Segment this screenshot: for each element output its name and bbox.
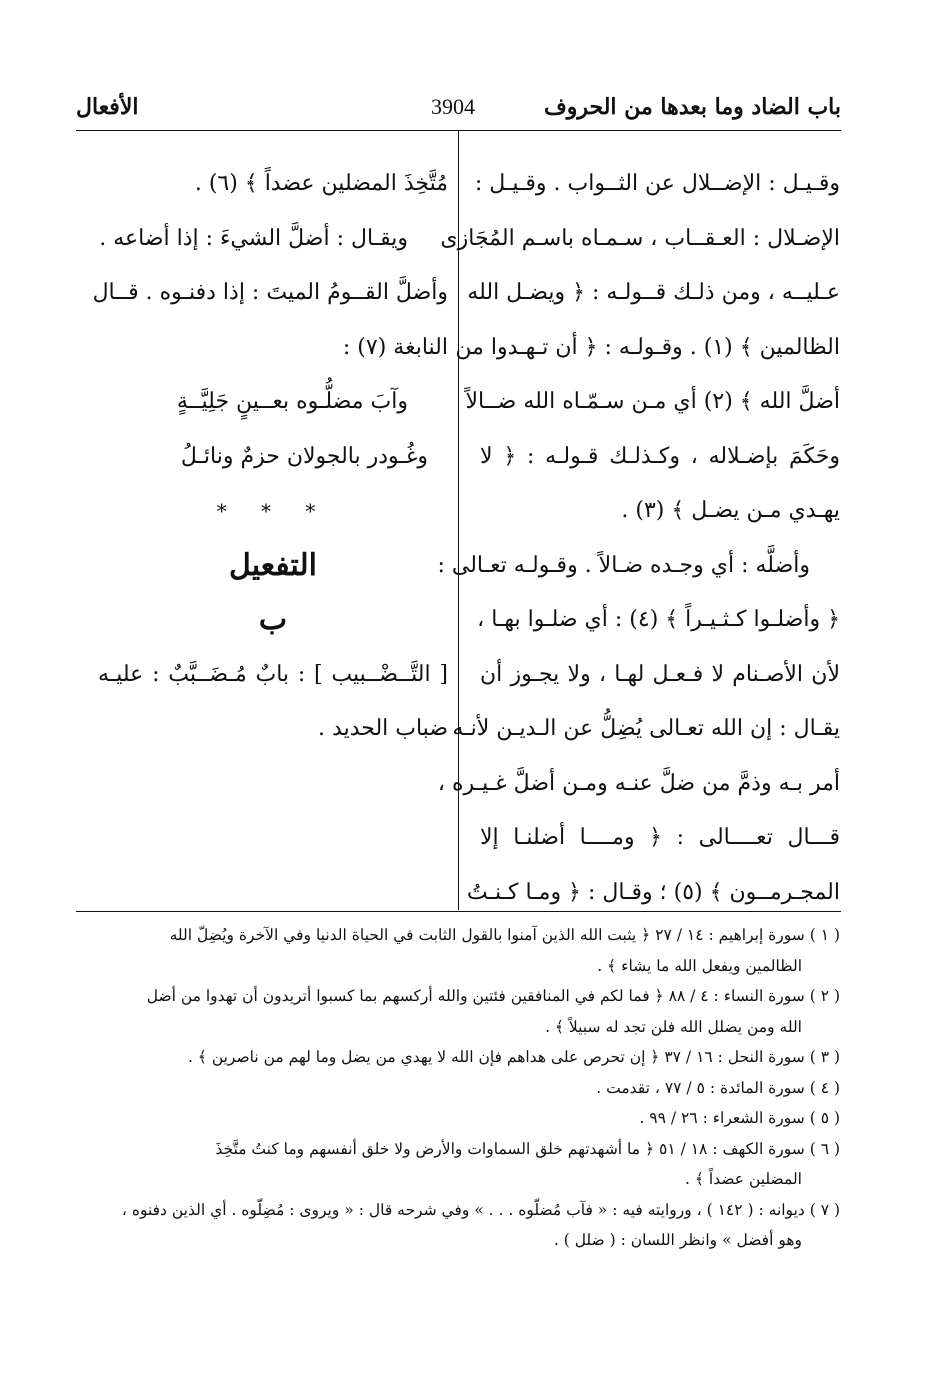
text-line: عـليــه ، ومن ذلـك قــولـه : ﴿ ويضـل الله — [467, 280, 840, 305]
left-column — [92, 158, 448, 758]
text-line: النابغة (٧) : — [342, 334, 448, 360]
text-line: الظالمين ﴾ (١) . وقـولـه : ﴿ أن تـهـدوا من — [455, 334, 840, 360]
text-line: أمر بـه وذمَّ من ضلَّ عنـه ومـن أضلَّ غـيـره ، — [437, 770, 840, 796]
text-line: لأن الأصـنام لا فـعـل لهـا ، ولا يجـوز أن — [480, 661, 840, 687]
poem-verse: وغُـودر بالجولان حزمٌ ونائـلُ — [180, 443, 428, 469]
text-line: يهـدي مـن يضـل ﴾ (٣) . — [621, 498, 840, 523]
footnote-line: ( ٧ ) ديوانه : ( ١٤٢ ) ، وروايته فيه : « فآب مُضلّوه . . . » وفي شرحه قال : « ويروى : مُضِلّوه . أي الذين دفنوه ، — [121, 1200, 840, 1219]
page-number: 3904 — [431, 94, 475, 119]
footnote-line: ( ٢ ) سورة النساء : ٤ / ٨٨ ﴿ فما لكم في المنافقين فئتين والله أركسهم بما كسبوا أتريدون أن تهدوا من أضل — [146, 987, 840, 1005]
footnote-line: ( ١ ) سورة إبراهيم : ١٤ / ٢٧ ﴿ يثبت الله الذين آمنوا بالقول الثابت في الحياة الدنيا وفي الآخرة ويُضِلّ الله — [169, 926, 840, 944]
footnote-line: الله ومن يضلل الله فلن تجد له سبيلاً ﴾ . — [545, 1017, 802, 1036]
text-line: يقـال : إن الله تعـالى يُضِلُّ عن الـديـن لأنـه — [452, 716, 840, 741]
text-line: أضلَّ الله ﴾ (٢) أي مـن سـمّـاه الله ضــالاً — [465, 389, 840, 414]
section-title: باب الضاد وما بعدها من الحروف — [543, 94, 841, 120]
chapter-label: الأفعال — [76, 94, 139, 120]
text-line: [ التَّــضْــبيب ] : بابٌ مُـضَــبَّبٌ : عليـه — [98, 661, 448, 687]
text-line: قـــال تعــــالى : ﴿ ومــــا أضلنـا إلا — [480, 825, 840, 850]
footnote-line: الظالمين ويفعل الله ما يشاء ﴾ . — [597, 956, 802, 975]
footnote-line: ( ٤ ) سورة المائدة : ٥ / ٧٧ ، تقدمت . — [596, 1078, 840, 1097]
section-separator: * * * — [216, 499, 330, 523]
text-line: المجـرمــون ﴾ (٥) ؛ وقـال : ﴿ ومـا كـنـتُ — [466, 879, 840, 905]
section-heading: التفعيل — [229, 547, 317, 583]
right-column — [437, 158, 840, 921]
footnote-line: المضلين عضداً ﴾ . — [685, 1170, 802, 1188]
footnote-line: ( ٥ ) سورة الشعراء : ٢٦ / ٩٩ . — [639, 1109, 840, 1127]
text-line: وحَكَمَ بإضـلاله ، وكـذلـك قـولـه : ﴿ لا — [480, 443, 840, 469]
text-line: وأضلَّ القــومُ الميتَ : إذا دفنـوه . قــال — [92, 280, 448, 305]
page-header — [76, 94, 841, 128]
poem-verse: وآبَ مضلُّـوه بعــينٍ جَلِيَّــةٍ — [176, 389, 408, 414]
text-line: ضباب الحديد . — [318, 716, 448, 741]
footnote-line: وهو أفضل » وانظر اللسان : ( ضلل ) . — [553, 1231, 802, 1249]
text-line: مُتَّخِذَ المضلين عضداً ﴾ (٦) . — [194, 171, 448, 196]
footnote-line: ( ٣ ) سورة النحل : ١٦ / ٣٧ ﴿ إن تحرص على هداهم فإن الله لا يهدي من يضل وما لهم من ناصرين ﴾ . — [187, 1048, 840, 1066]
letter-heading: ب — [258, 602, 288, 637]
text-line: ويقـال : أضلَّ الشيءَ : إذا أضاعه . — [99, 225, 408, 251]
footnotes — [80, 920, 840, 1256]
text-line: وقـيـل : الإضــلال عن الثــواب . وقـيـل : — [474, 171, 840, 196]
text-line: ﴿ وأضلـوا كـثـيـراً ﴾ (٤) : أي ضلـوا بهـا ، — [477, 607, 840, 632]
footnote-line: ( ٦ ) سورة الكهف : ١٨ / ٥١ ﴿ ما أشهدتهم خلق السماوات والأرض ولا خلق أنفسهم وما كنتُ متَّخِذَ — [215, 1139, 840, 1158]
text-line: وأضلَّه : أي وجـده ضـالاً . وقـولـه تعـالى : — [437, 552, 810, 578]
text-line: الإضـلال : العـقــاب ، سـمـاه باسـم المُجَازى — [440, 225, 840, 251]
footnote-rule — [76, 911, 841, 912]
